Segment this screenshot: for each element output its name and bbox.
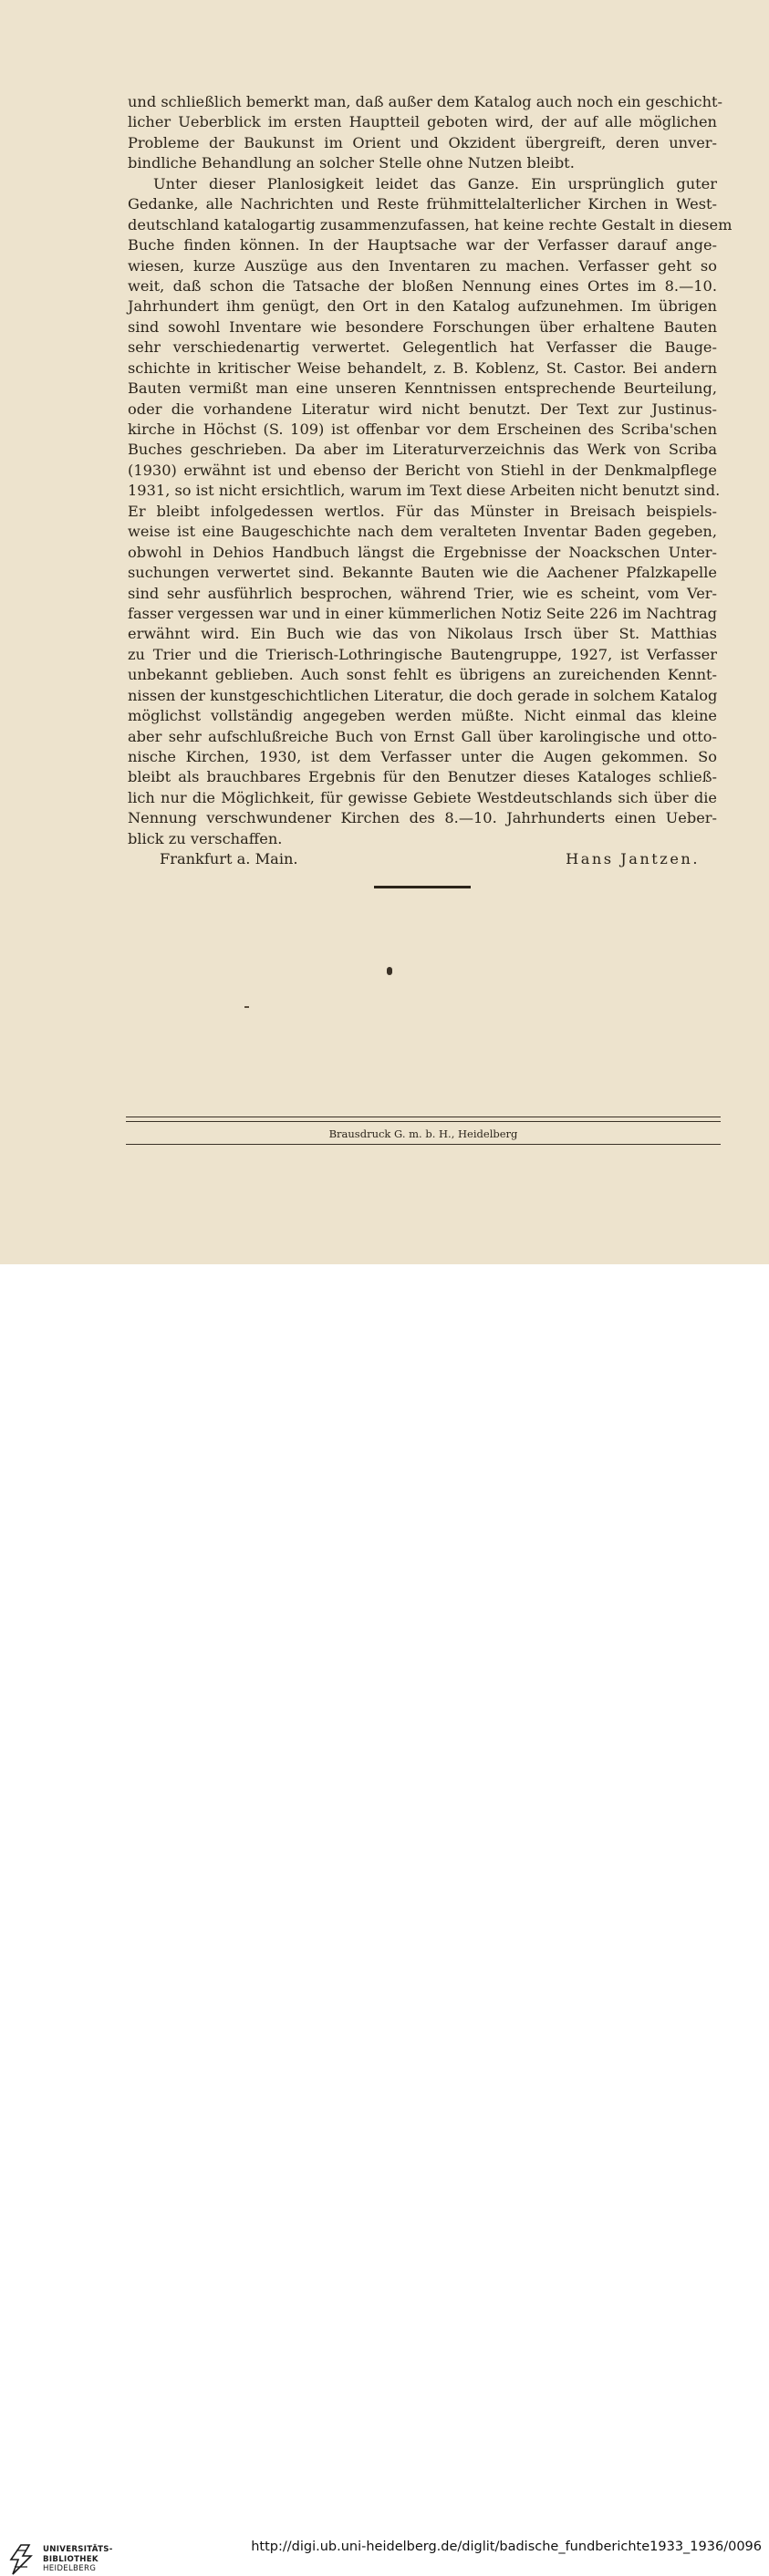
text-line: Buches geschrieben. Da aber im Literaturverzeichnis das Werk von Scriba: [128, 441, 717, 459]
digitization-footer: [0, 1264, 769, 2573]
text-line: obwohl in Dehios Handbuch längst die Ergebnisse der Noackschen Unter-: [128, 543, 717, 561]
text-line: licher Ueberblick im ersten Hauptteil geboten wird, der auf alle möglichen: [128, 113, 717, 131]
text-line: fasser vergessen war und in einer kümmerlichen Notiz Seite 226 im Nachtrag: [128, 604, 717, 622]
text-line: kirche in Höchst (S. 109) ist offenbar vor dem Erscheinen des Scriba'schen: [128, 421, 717, 438]
text-line: sind sehr ausführlich besprochen, während Trier, wie es scheint, vom Ver-: [128, 584, 717, 602]
text-line: blick zu verschaffen.: [128, 829, 283, 847]
text-line: Jahrhundert ihm genügt, den Ort in den Katalog aufzunehmen. Im übrigen: [128, 297, 717, 316]
text-line: und schließlich bemerkt man, daß außer dem Katalog auch noch ein geschicht-: [128, 93, 723, 110]
text-line: Er bleibt infolgedessen wertlos. Für das Münster in Breisach beispiels-: [128, 502, 717, 520]
text-line: schichte in kritischer Weise behandelt, z. B. Koblenz, St. Castor. Bei andern: [128, 358, 717, 377]
footer-rule: [126, 1144, 721, 1145]
text-line: zu Trier und die Trierisch-Lothringische Bautengruppe, 1927, ist Verfasser: [128, 645, 717, 663]
text-line: oder die vorhandene Literatur wird nicht benutzt. Der Text zur Justinus-: [128, 400, 717, 418]
text-line: Unter dieser Planlosigkeit leidet das Ganze. Ein ursprünglich guter: [153, 174, 717, 192]
text-line: weise ist eine Baugeschichte nach dem veralteten Inventar Baden gegeben,: [128, 523, 717, 541]
text-line: erwähnt wird. Ein Buch wie das von Nikolaus Irsch über St. Matthias: [128, 625, 717, 643]
text-line: deutschland katalogartig zusammenzufassen, hat keine rechte Gestalt in diesem: [128, 215, 733, 234]
source-url[interactable]: http://digi.ub.uni-heidelberg.de/diglit/badische_fundberichte1933_1936/0096: [251, 2540, 762, 2554]
text-line: sind sowohl Inventare wie besondere Forschungen über erhaltene Bauten: [128, 317, 717, 336]
text-line: lich nur die Möglichkeit, für gewisse Gebiete Westdeutschlands sich über die: [128, 788, 717, 806]
library-logo-text: [43, 2545, 113, 2574]
signature-block: [160, 849, 700, 869]
text-line: aber sehr aufschlußreiche Buch von Ernst Gall über karolingische und otto-: [128, 727, 717, 745]
library-logo-icon: [7, 2543, 35, 2576]
text-line: nissen der kunstgeschichtlichen Literatur, die doch gerade in solchem Katalog: [128, 686, 718, 704]
text-line: unbekannt geblieben. Auch sonst fehlt es übrigens an zureichenden Kennt-: [128, 666, 717, 684]
signature-place: Frankfurt a. Main.: [160, 850, 298, 867]
text-line: bleibt als brauchbares Ergebnis für den Benutzer dieses Kataloges schließ-: [128, 768, 717, 786]
text-line: möglichst vollständig angegeben werden müßte. Nicht einmal das kleine: [128, 707, 717, 725]
text-line: suchungen verwertet sind. Bekannte Bauten wie die Aachener Pfalzkapelle: [128, 564, 717, 582]
text-line: Gedanke, alle Nachrichten und Reste frühmittelalterlicher Kirchen in West-: [128, 195, 717, 213]
section-divider: [374, 886, 471, 888]
text-line: Nennung verschwundener Kirchen des 8.—10. Jahrhunderts einen Ueber-: [128, 809, 717, 827]
text-line: 1931, so ist nicht ersichtlich, warum im Text diese Arbeiten nicht benutzt sind.: [128, 482, 721, 500]
signature-author: Hans Jantzen.: [566, 850, 700, 867]
ink-speck: [244, 1006, 249, 1008]
text-line: (1930) erwähnt ist und ebenso der Bericht von Stiehl in der Denkmalpflege: [128, 461, 717, 479]
text-line: wiesen, kurze Auszüge aus den Inventaren zu machen. Verfasser geht so: [128, 256, 717, 275]
text-line: Buche finden können. In der Hauptsache war der Verfasser darauf ange-: [128, 236, 717, 254]
text-line: weit, daß schon die Tatsache der bloßen Nennung eines Ortes im 8.—10.: [128, 276, 717, 295]
logo-line: BIBLIOTHEK: [43, 2554, 99, 2564]
text-line: bindliche Behandlung an solcher Stelle ohne Nutzen bleibt.: [128, 154, 575, 172]
text-line: Bauten vermißt man eine unseren Kenntnissen entsprechende Beurteilung,: [128, 379, 717, 398]
footer-double-rule: [126, 1117, 721, 1122]
scanned-page: [0, 0, 769, 1264]
text-line: Probleme der Baukunst im Orient und Okzident übergreift, deren unver-: [128, 133, 717, 151]
logo-line: HEIDELBERG: [43, 2564, 97, 2573]
printer-imprint: Brausdruck G. m. b. H., Heidelberg: [328, 1127, 518, 1140]
logo-line: UNIVERSITÄTS-: [43, 2545, 113, 2554]
text-line: nische Kirchen, 1930, ist dem Verfasser unter die Augen gekommen. So: [128, 748, 717, 765]
ink-spot: [387, 967, 392, 975]
text-line: sehr verschiedenartig verwertet. Gelegentlich hat Verfasser die Bauge-: [128, 338, 717, 357]
body-text: [128, 92, 733, 849]
